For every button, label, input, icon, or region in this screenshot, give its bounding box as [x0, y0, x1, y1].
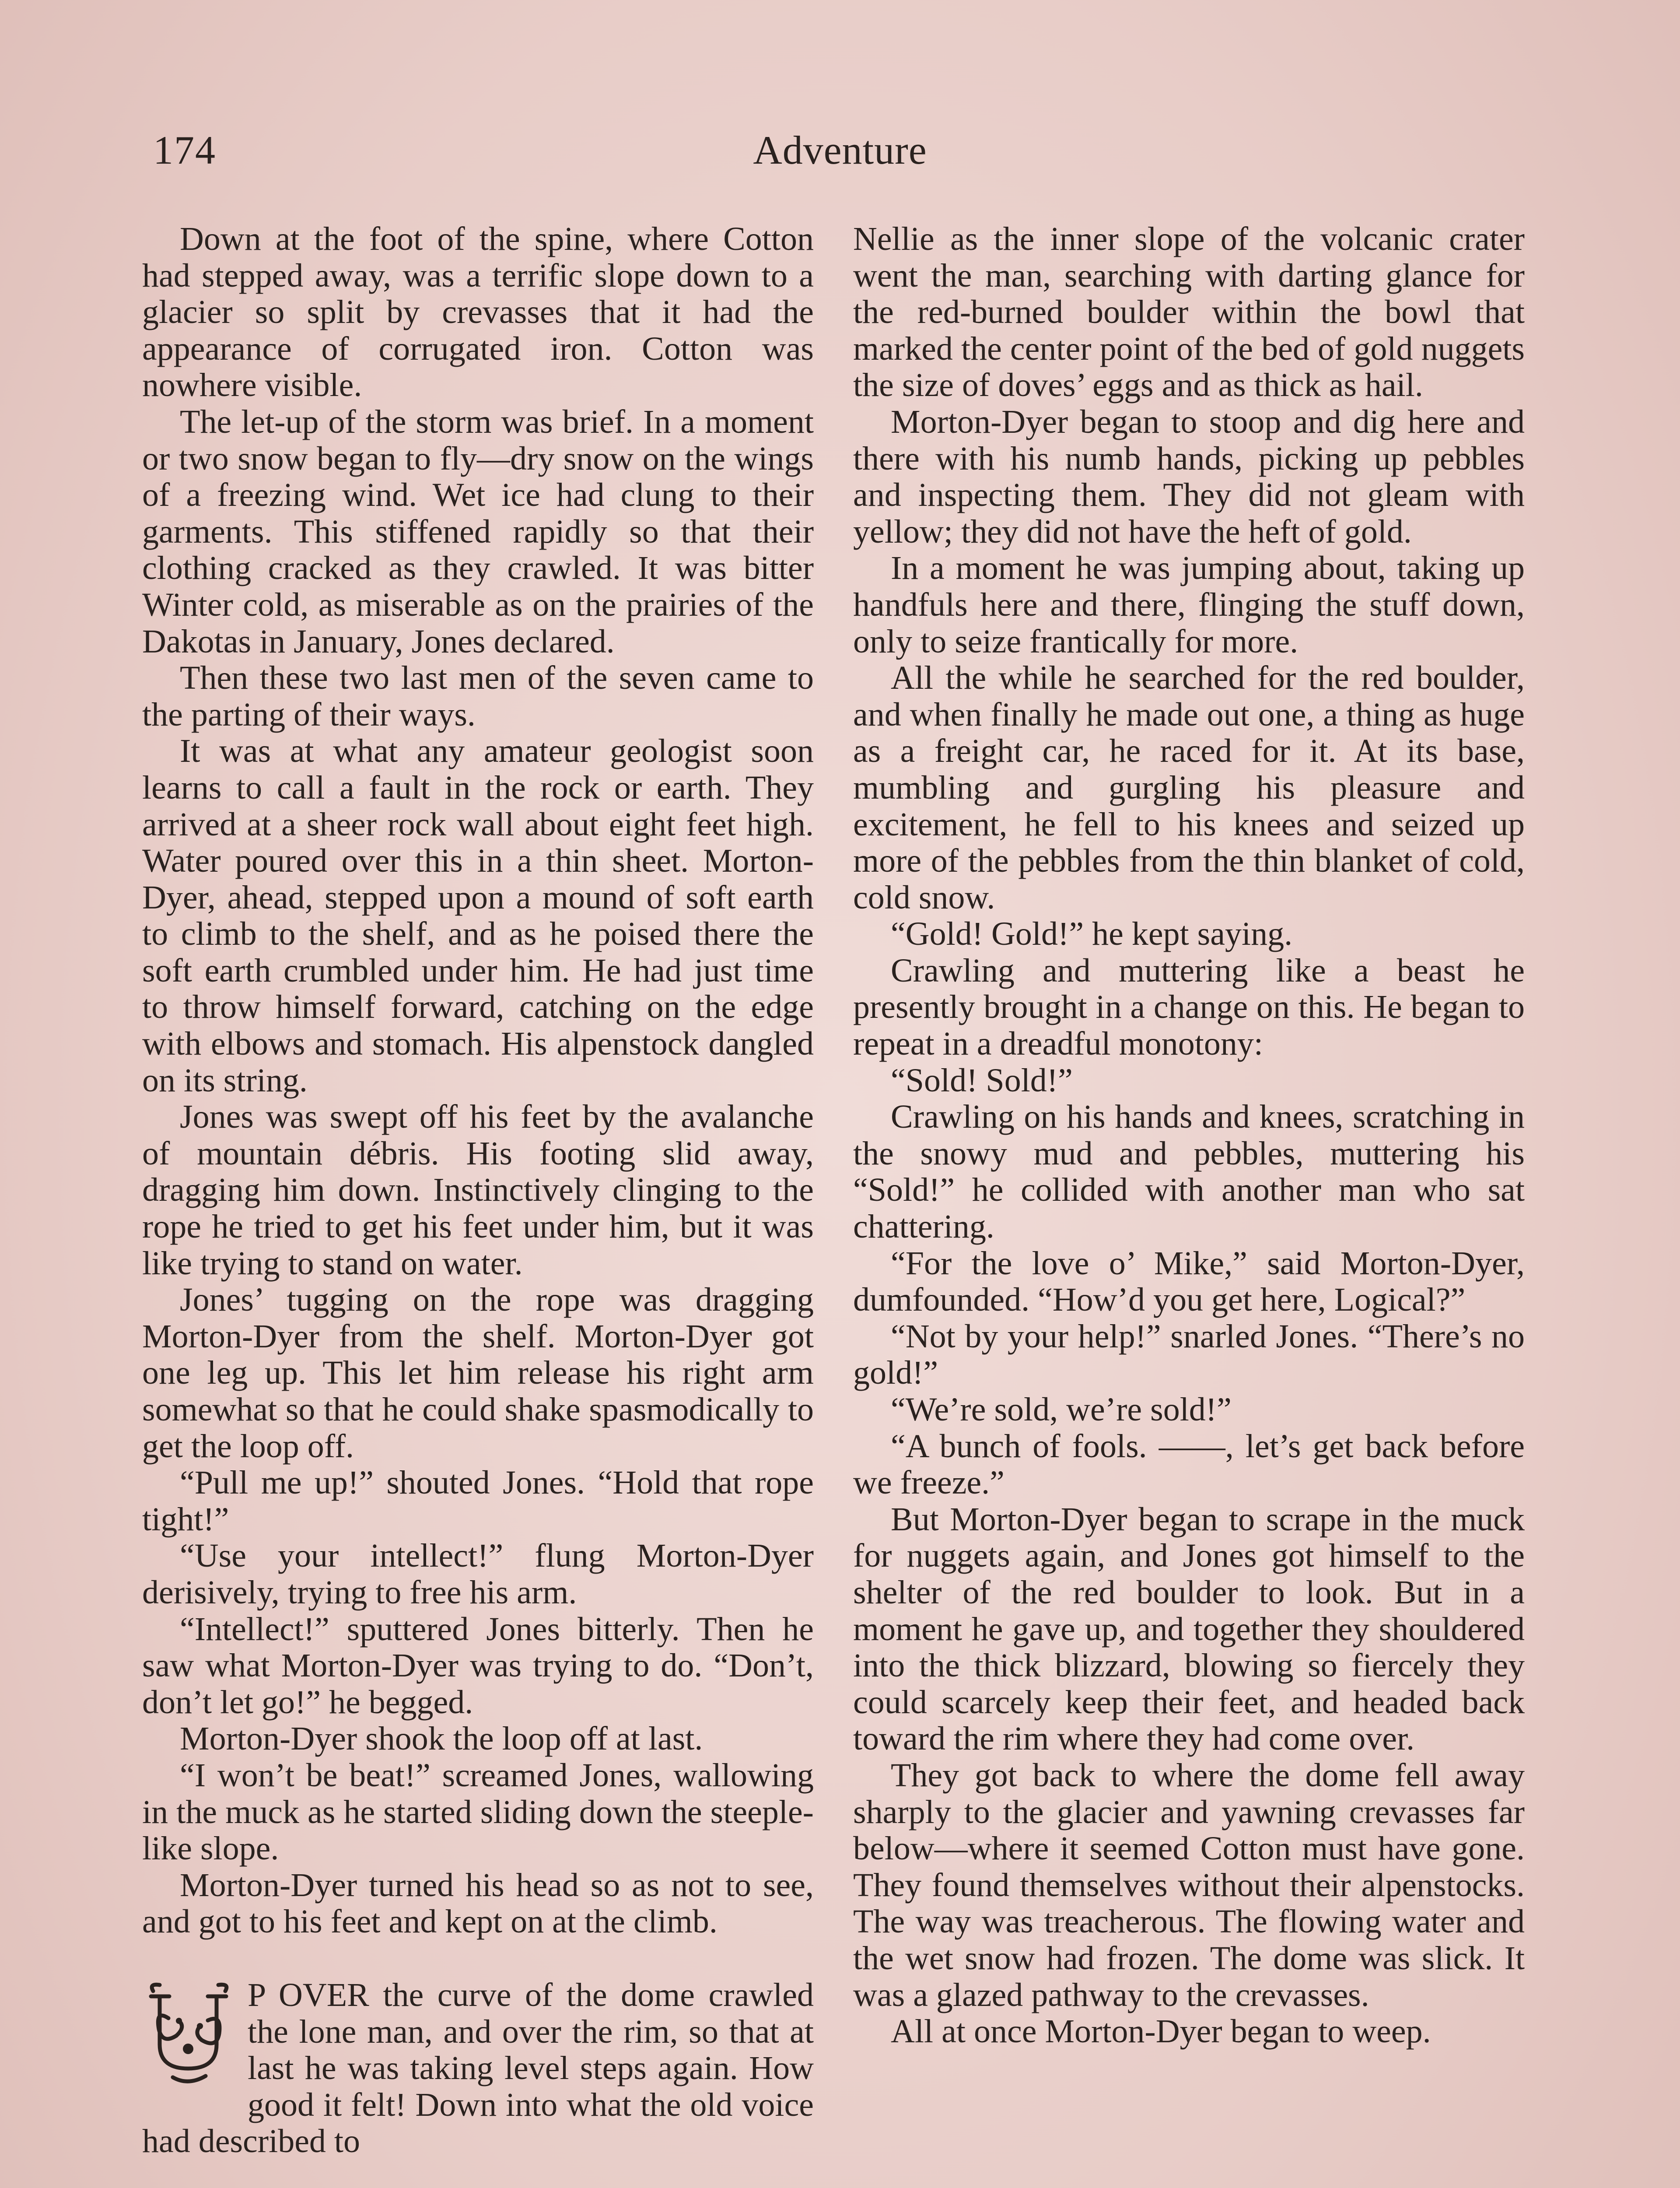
dropcap-paragraph — [142, 1977, 814, 2160]
paragraph: “A bunch of fools. ——, let’s get back before we freeze.” — [853, 1427, 1525, 1501]
paragraph: They got back to where the dome fell away sharply to the glacier and yawning crevasses far below—where it seemed Cotton must have gone. They found themselves without their alpenstocks. The way was treacherous. The flowing water and the wet snow had frozen. The dome was slick. It was a glazed pathway to the crevasses. — [853, 1757, 1525, 2013]
page-number: 174 — [153, 128, 216, 172]
paragraph: Then these two last men of the seven came to the parting of their ways. — [142, 659, 814, 733]
paragraph: “For the love o’ Mike,” said Morton-Dyer, dumfounded. “How’d you get here, Logical?” — [853, 1245, 1525, 1318]
page-header — [144, 127, 1536, 179]
paragraph: Morton-Dyer began to stoop and dig here and there with his numb hands, picking up pebbles and inspecting them. They did not gleam with yellow; they did not have the heft of gold. — [853, 403, 1525, 550]
dropcap-paragraph-text: P OVER the curve of the dome crawled the lone man, and over the rim, so that at last he was taking level steps again. How good it felt! Down into what the old voice had described to — [142, 1976, 814, 2160]
right-column — [853, 221, 1525, 2050]
paragraph: “Intellect!” sputtered Jones bitterly. Then he saw what Morton-Dyer was trying to do. “Don’t, don’t let go!” he begged. — [142, 1610, 814, 1721]
left-column — [142, 221, 814, 2160]
paragraph: Jones was swept off his feet by the avalanche of mountain débris. His footing slid away, dragging him down. Instinctively clinging to the rope he tried to get his feet under him, but it was like trying to stand on water. — [142, 1098, 814, 1282]
running-title: Adventure — [753, 128, 927, 172]
paragraph: Nellie as the inner slope of the volcanic crater went the man, searching with darting glance for the red-burned boulder within the bowl that marked the center point of the bed of gold nuggets the size of doves’ eggs and as thick as hail. — [853, 221, 1525, 404]
paragraph: But Morton-Dyer began to scrape in the muck for nuggets again, and Jones got himself to the shelter of the red boulder to look. But in a moment he gave up, and together they shouldered into the thick blizzard, blowing so fiercely they could scarcely keep their feet, and headed back toward the rim where they had come over. — [853, 1501, 1525, 1757]
paragraph: “Not by your help!” snarled Jones. “There’s no gold!” — [853, 1318, 1525, 1392]
paragraph: Morton-Dyer turned his head so as not to see, and got to his feet and kept on at the climb. — [142, 1866, 814, 1940]
paragraph: “Pull me up!” shouted Jones. “Hold that rope tight!” — [142, 1464, 814, 1538]
paragraph: Jones’ tugging on the rope was dragging Morton-Dyer from the shelf. Morton-Dyer got one leg up. This let him release his right arm somewhat so that he could shake spasmodically to get the loop off. — [142, 1281, 814, 1465]
paragraph: Down at the foot of the spine, where Cotton had stepped away, was a terrific slope down to a glacier so split by crevasses that it had the appearance of corrugated iron. Cotton was nowhere visible. — [142, 221, 814, 404]
paragraph: Crawling and muttering like a beast he presently brought in a change on this. He began to repeat in a dreadful monotony: — [853, 952, 1525, 1062]
paragraph: The let-up of the storm was brief. In a moment or two snow began to fly—dry snow on the wings of a freezing wind. Wet ice had clung to their garments. This stiffened rapidly so that their clothing cracked as they crawled. It was bitter Winter cold, as miserable as on the prairies of the Dakotas in January, Jones declared. — [142, 403, 814, 660]
paragraph: “We’re sold, we’re sold!” — [891, 1391, 1232, 1428]
paragraph: “I won’t be beat!” screamed Jones, wallowing in the muck as he started sliding down the steeple-like slope. — [142, 1757, 814, 1867]
paragraph: In a moment he was jumping about, taking up handfuls here and there, flinging the stuff down, only to seize frantically for more. — [853, 550, 1525, 660]
paragraph: “Gold! Gold!” he kept saying. — [891, 915, 1293, 953]
paragraph: Morton-Dyer shook the loop off at last. — [180, 1720, 703, 1757]
paragraph: All at once Morton-Dyer began to weep. — [891, 2013, 1431, 2050]
paragraph: Crawling on his hands and knees, scratching in the snowy mud and pebbles, muttering his “Sold!” he collided with another man who sat chattering. — [853, 1098, 1525, 1245]
paragraph: “Sold! Sold!” — [891, 1062, 1073, 1099]
paragraph: All the while he searched for the red boulder, and when finally he made out one, a thing as huge as a freight car, he raced for it. At its base, mumbling and gurgling his pleasure and excitement, he fell to his knees and seized up more of the pebbles from the thin blanket of cold, cold snow. — [853, 659, 1525, 916]
ornamental-dropcap-u — [142, 1979, 236, 2088]
paragraph: It was at what any amateur geologist soon learns to call a fault in the rock or earth. They arrived at a sheer rock wall about eight feet high. Water poured over this in a thin sheet. Morton-Dyer, ahead, stepped upon a mound of soft earth to climb to the shelf, and as he poised there the soft earth crumbled under him. He had just time to throw himself forward, catching on the edge with elbows and stomach. His alpenstock dangled on its string. — [142, 733, 814, 1099]
paragraph: “Use your intellect!” flung Morton-Dyer derisively, trying to free his arm. — [142, 1537, 814, 1611]
